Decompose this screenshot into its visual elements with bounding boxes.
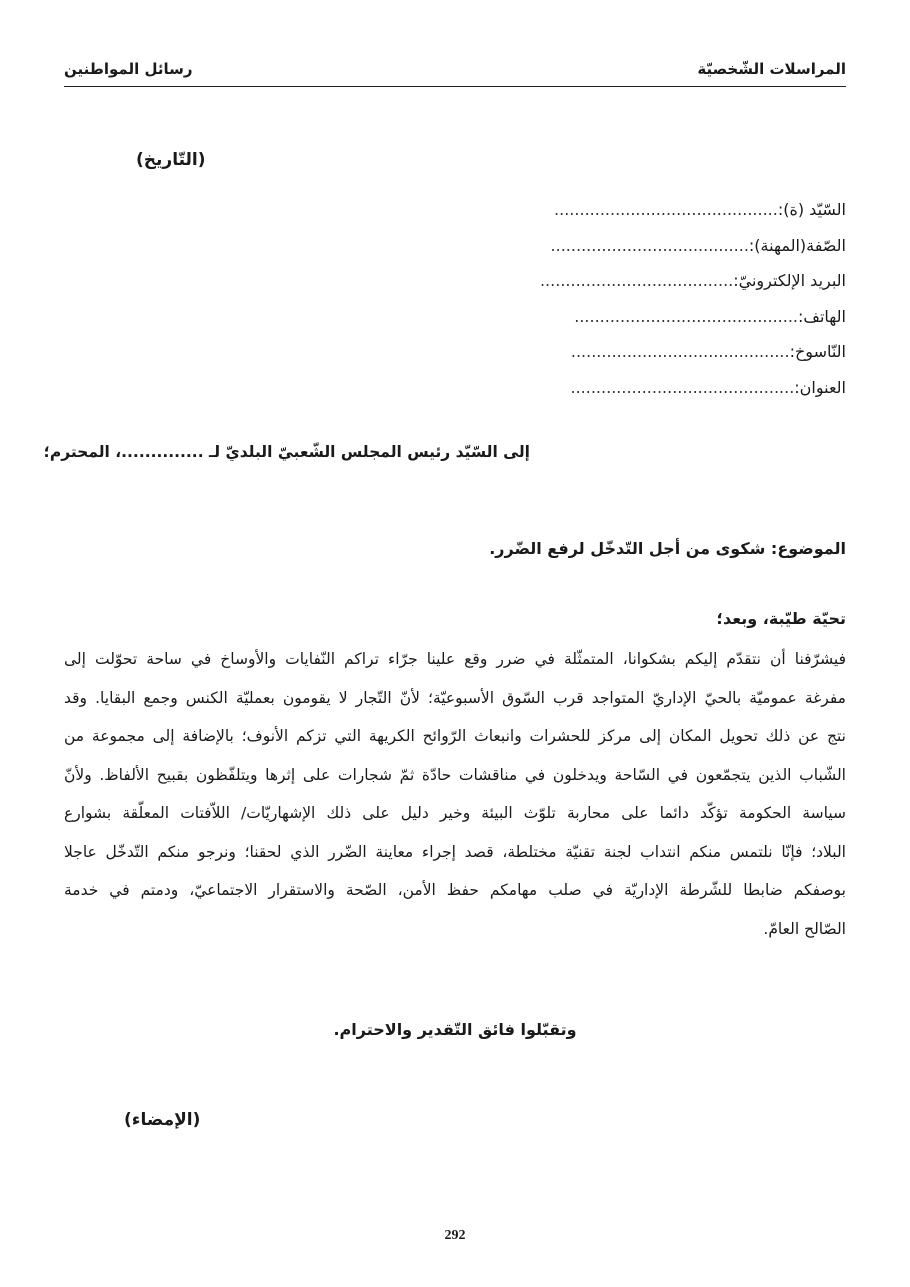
field-blank: ............................................: [554, 200, 778, 219]
field-blank: ......................................: [539, 271, 734, 290]
recipient-line: إلى السّيّد رئيس المجلس الشّعبيّ البلديّ لـ ..............، المحترم؛: [43, 443, 530, 461]
body-line: سياسة الحكومة تؤكّد دائما على محاربة تلوّث البيئة وخير دليل على ذلك الإشهاريّات/ اللاّفتات المعلّقة بشوارع: [64, 804, 846, 822]
closing-line: وتقبّلوا فائق التّقدير والاحترام.: [333, 1020, 577, 1039]
letter-body: [64, 640, 846, 948]
header-section-title: المراسلات الشّخصيّة: [697, 60, 846, 78]
field-label: السّيّد (ة):: [777, 200, 846, 219]
field-blank: ............................................: [574, 306, 799, 326]
sender-info-block: [446, 192, 846, 405]
sender-field-phone: [446, 299, 846, 335]
field-label: الهاتف:: [798, 306, 846, 326]
body-line: بوصفكم ضابطا للشّرطة الإداريّة في صلب مهامكم حفظ الأمن، الصّحة والاستقرار الاجتماعيّ، ودمتم في خدمة: [64, 881, 846, 899]
body-line: مفرغة عموميّة بالحيّ الإداريّ المتواجد قرب السّوق الأسبوعيّة؛ لأنّ التّجار لا يقومون بعمليّة الكنس وجمع البقايا. وقد: [64, 688, 846, 707]
body-line: فيشرّفنا أن نتقدّم إليكم بشكوانا، المتمثّلة في ضرر وقع علينا جرّاء تراكم النّفايات والأوساخ في ساحة تحوّلت إلى: [64, 650, 846, 668]
body-line: نتج عن ذلك تحويل المكان إلى مركز للحشرات وانبعاث الرّوائح الكريهة التي تزكم الأنوف؛ بالإضافة إلى مجموعة من: [64, 727, 846, 745]
greeting-line: تحيّة طيّبة، وبعد؛: [716, 609, 846, 628]
field-label: البريد الإلكترونيّ:: [733, 271, 846, 290]
sender-field-name: [446, 192, 846, 228]
field-label: الصّفة(المهنة):: [748, 235, 846, 255]
page-number: 292: [444, 1228, 466, 1243]
header-book-title: رسائل المواطنين: [64, 60, 193, 78]
field-label: النّاسوخ:: [789, 342, 846, 361]
running-header: [64, 56, 846, 87]
field-label: العنوان:: [794, 377, 846, 397]
sender-field-occupation: [446, 228, 846, 264]
field-blank: ............................................: [570, 377, 795, 397]
sender-field-fax: [446, 334, 846, 370]
body-line: الصّالح العامّ.: [763, 919, 846, 938]
body-line: الشّباب الذين يتجمّعون في السّاحة ويدخلون في مناقشات حادّة ثمّ شجارات على إثرها ويتلفّظون بقبيح الألفاظ. ولأنّ: [64, 765, 846, 784]
field-blank: ...........................................: [570, 342, 790, 361]
date-placeholder: (التّاريخ): [136, 150, 206, 170]
signature-placeholder: (الإمضاء): [124, 1110, 201, 1130]
field-blank: .......................................: [550, 235, 749, 255]
subject-line: الموضوع: شكوى من أجل التّدخّل لرفع الضّرر.: [489, 539, 846, 558]
sender-field-email: [446, 263, 846, 299]
body-line: البلاد؛ فإنّا نلتمس منكم انتداب لجنة تقنيّة مختلطة، قصد إجراء معاينة الضّرر الذي لحقنا؛ ونرجو منكم التّدخّل عاجلا: [64, 842, 846, 861]
sender-field-address: [446, 370, 846, 406]
